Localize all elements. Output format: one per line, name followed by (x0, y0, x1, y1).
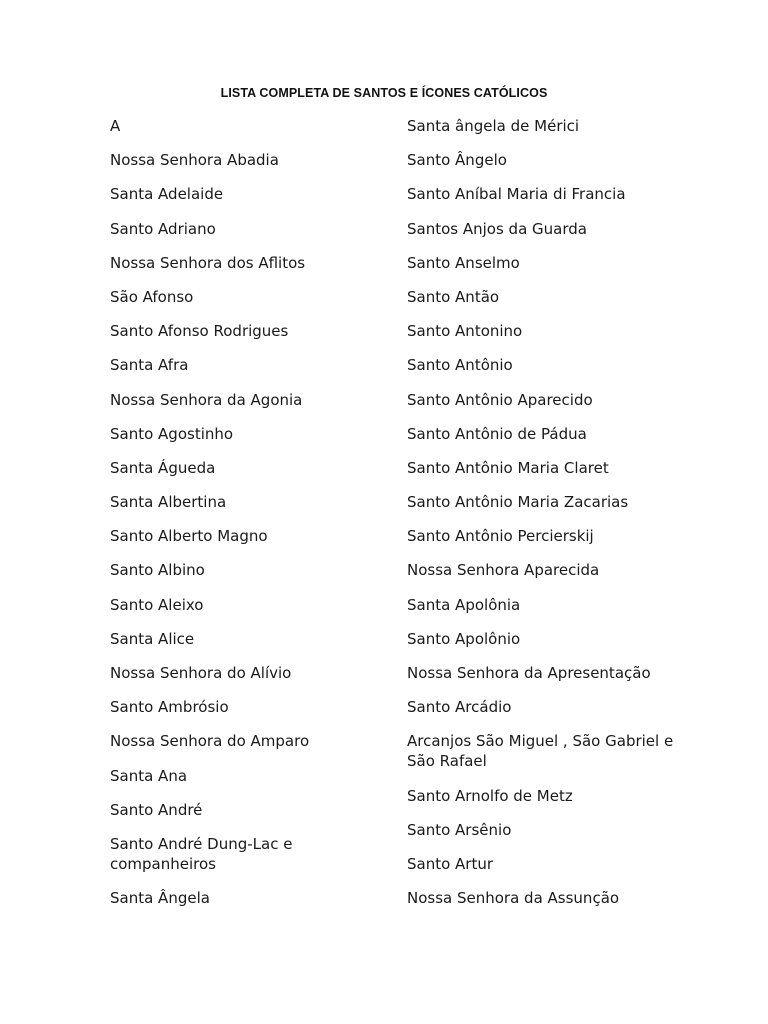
left-column-list (110, 116, 370, 922)
list-item: Santo Arcádio (407, 698, 512, 717)
list-item: Santo Alberto Magno (110, 527, 268, 546)
list-item: Santo Antonino (407, 322, 523, 341)
list-item: Arcanjos São Miguel , São Gabriel e São Rafael (407, 732, 674, 771)
list-item: Santos Anjos da Guarda (407, 219, 587, 238)
list-item: Santo Antônio Maria Claret (407, 458, 609, 477)
right-column-list (407, 116, 687, 922)
list-item: Santo Ambrósio (110, 698, 229, 717)
list-item: Santo Aleixo (110, 595, 204, 614)
list-item: Santo Antônio de Pádua (407, 424, 587, 443)
list-item: Santa Afra (110, 356, 189, 375)
list-item: Santa Adelaide (110, 185, 224, 204)
list-item: Nossa Senhora do Amparo (110, 732, 310, 751)
list-item: Santo Artur (407, 854, 494, 873)
list-item: Santo Agostinho (110, 424, 234, 443)
list-item: Santa Ana (110, 766, 188, 785)
list-item: Santo Ângelo (407, 151, 507, 170)
list-item: Santa Alice (110, 629, 195, 648)
list-item: Santo Antônio Percierskij (407, 527, 594, 546)
list-item: Santo André (110, 800, 203, 819)
list-item: Santo Aníbal Maria di Francia (407, 185, 626, 204)
list-item: Nossa Senhora da Agonia (110, 390, 303, 409)
list-item: Santo Albino (110, 561, 205, 580)
list-item: Nossa Senhora Aparecida (407, 561, 600, 580)
list-item: Santa ângela de Mérici (407, 117, 580, 135)
list-item: Santo Antônio Aparecido (407, 390, 593, 409)
list-item: Santo Antônio (407, 356, 513, 375)
list-item: Santo Adriano (110, 219, 216, 238)
list-item: Nossa Senhora da Assunção (407, 889, 620, 908)
document-title: LISTA COMPLETA DE SANTOS E ÍCONES CATÓLICOS (220, 86, 548, 100)
list-item: Santa Águeda (110, 458, 216, 477)
list-item: Santo Arsênio (407, 820, 512, 839)
list-item: A (110, 117, 121, 135)
list-item: Santa Albertina (110, 493, 227, 512)
list-item: Santo Anselmo (407, 253, 520, 272)
list-item: Santo Arnolfo de Metz (407, 786, 573, 805)
list-item: São Afonso (110, 287, 194, 306)
list-item: Santa Apolônia (407, 595, 521, 614)
list-item: Nossa Senhora Abadia (110, 151, 279, 170)
list-item: Santo André Dung-Lac e companheiros (110, 834, 293, 873)
list-item: Nossa Senhora do Alívio (110, 664, 292, 682)
list-item: Nossa Senhora da Apresentação (407, 664, 651, 682)
list-item: Santo Antônio Maria Zacarias (407, 493, 629, 512)
list-item: Santo Antão (407, 287, 500, 306)
list-item: Nossa Senhora dos Aflitos (110, 253, 306, 272)
list-item: Santa Ângela (110, 889, 210, 908)
list-item: Santo Afonso Rodrigues (110, 322, 289, 341)
list-item: Santo Apolônio (407, 629, 521, 648)
